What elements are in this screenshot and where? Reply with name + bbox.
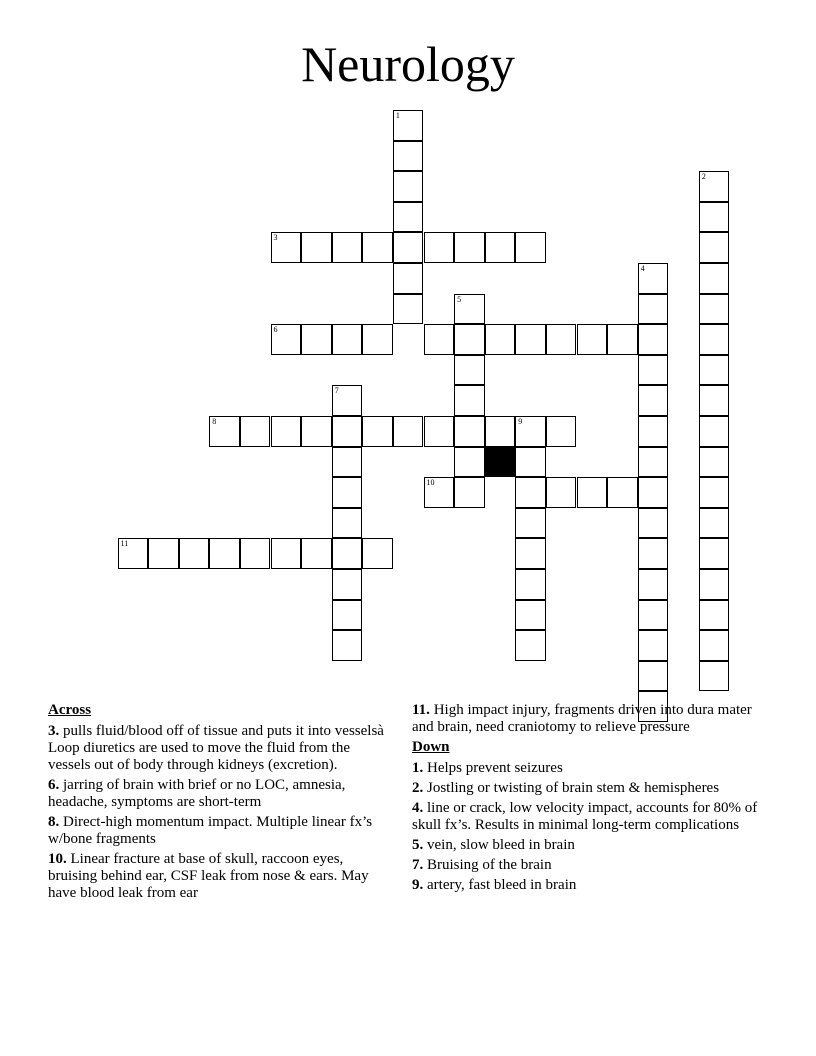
grid-cell[interactable] <box>332 600 363 631</box>
grid-cell[interactable] <box>577 477 608 508</box>
grid-cell[interactable] <box>362 416 393 447</box>
clue-down-5 <box>412 837 777 854</box>
clues-right-column <box>412 702 777 897</box>
grid-cell[interactable] <box>699 600 730 631</box>
grid-cell[interactable] <box>699 661 730 692</box>
grid-cell[interactable] <box>485 232 516 263</box>
grid-cell[interactable] <box>209 538 240 569</box>
grid-cell[interactable] <box>209 416 240 447</box>
grid-cell[interactable] <box>515 324 546 355</box>
grid-cell[interactable] <box>271 416 302 447</box>
clue-number-label: 1 <box>395 111 400 120</box>
clue-text: pulls fluid/blood off of tissue and puts it into vesselsà Loop diuretics are used to move the fluid from the vessels out of body through kidneys (excretion). <box>48 723 384 773</box>
grid-cell[interactable] <box>424 477 455 508</box>
clue-number-label: 3 <box>273 233 278 243</box>
clues-left-column <box>48 702 393 905</box>
grid-cell[interactable] <box>546 324 577 355</box>
grid-cell[interactable] <box>332 232 363 263</box>
grid-cell[interactable] <box>638 569 669 600</box>
grid-cell[interactable] <box>699 171 730 202</box>
clue-number: 8. <box>48 814 60 830</box>
clue-number-label: 10 <box>426 478 435 488</box>
down-heading: Down <box>412 739 450 755</box>
clue-across-11 <box>412 702 777 736</box>
grid-cell[interactable] <box>607 324 638 355</box>
grid-cell[interactable] <box>515 538 546 569</box>
clue-text: Jostling or twisting of brain stem & hemispheres <box>427 780 720 796</box>
grid-cell[interactable] <box>332 630 363 661</box>
grid-cell[interactable] <box>332 324 363 355</box>
grid-cell[interactable] <box>332 508 363 539</box>
clue-number-label: 11 <box>120 539 129 549</box>
grid-cell[interactable] <box>393 294 424 325</box>
grid-cell[interactable] <box>638 538 669 569</box>
grid-cell[interactable] <box>179 538 210 569</box>
grid-cell[interactable] <box>393 141 424 172</box>
grid-cell[interactable] <box>454 232 485 263</box>
grid-cell[interactable] <box>699 569 730 600</box>
grid-cell[interactable] <box>362 324 393 355</box>
grid-cell[interactable] <box>393 110 424 141</box>
clue-number-label: 5 <box>457 294 462 304</box>
grid-cell[interactable] <box>148 538 179 569</box>
grid-cell[interactable] <box>699 202 730 233</box>
grid-cell[interactable] <box>332 416 363 447</box>
grid-cell[interactable] <box>362 232 393 263</box>
clue-number: 9. <box>412 877 424 893</box>
clue-number: 2. <box>412 780 424 796</box>
grid-cell[interactable] <box>301 232 332 263</box>
grid-cell[interactable] <box>393 232 424 263</box>
grid-cell[interactable] <box>118 538 149 569</box>
grid-cell[interactable] <box>424 416 455 447</box>
clue-down-7 <box>412 857 777 874</box>
clue-across-10 <box>48 851 393 902</box>
grid-cell[interactable] <box>240 416 271 447</box>
grid-cell[interactable] <box>271 538 302 569</box>
clue-number: 1. <box>412 760 424 776</box>
grid-cell[interactable] <box>301 538 332 569</box>
clue-down-9 <box>412 877 777 894</box>
grid-cell[interactable] <box>393 171 424 202</box>
grid-cell[interactable] <box>332 477 363 508</box>
clue-number-label: 9 <box>518 417 523 426</box>
grid-cell[interactable] <box>699 477 730 508</box>
grid-cell[interactable] <box>638 661 669 692</box>
grid-cell[interactable] <box>393 416 424 447</box>
grid-cell[interactable] <box>546 477 577 508</box>
clue-down-1 <box>412 760 777 777</box>
grid-cell[interactable] <box>515 600 546 631</box>
grid-cell[interactable] <box>515 508 546 539</box>
clue-text: Helps prevent seizures <box>427 760 563 776</box>
clue-text: High impact injury, fragments driven into dura mater and brain, need craniotomy to relieve pressure <box>412 702 752 735</box>
clue-text: Linear fracture at base of skull, raccoon eyes, bruising behind ear, CSF leak from nose & ears. May have blood leak from ear <box>48 851 369 901</box>
grid-cell[interactable] <box>454 447 485 478</box>
grid-cell[interactable] <box>699 263 730 294</box>
grid-cell[interactable] <box>515 630 546 661</box>
grid-cell[interactable] <box>332 385 363 416</box>
grid-cell[interactable] <box>301 324 332 355</box>
grid-cell[interactable] <box>638 263 669 294</box>
clue-text: jarring of brain with brief or no LOC, amnesia, headache, symptoms are short-term <box>48 777 346 810</box>
grid-cell[interactable] <box>699 294 730 325</box>
grid-cell[interactable] <box>515 232 546 263</box>
clue-number: 10. <box>48 851 67 867</box>
clue-number-label: 6 <box>273 325 278 335</box>
clue-number: 5. <box>412 837 424 853</box>
grid-cell[interactable] <box>454 385 485 416</box>
grid-cell[interactable] <box>638 508 669 539</box>
grid-cell[interactable] <box>515 477 546 508</box>
grid-cell[interactable] <box>638 600 669 631</box>
clue-across-3 <box>48 723 393 774</box>
grid-cell[interactable] <box>240 538 271 569</box>
grid-cell[interactable] <box>577 324 608 355</box>
grid-cell[interactable] <box>485 324 516 355</box>
grid-cell[interactable] <box>454 294 485 325</box>
grid-cell[interactable] <box>454 416 485 447</box>
grid-cell[interactable] <box>638 324 669 355</box>
clue-number: 7. <box>412 857 424 873</box>
grid-cell[interactable] <box>332 569 363 600</box>
grid-cell[interactable] <box>638 477 669 508</box>
clue-number: 3. <box>48 723 60 739</box>
grid-cell[interactable] <box>424 324 455 355</box>
grid-cell[interactable] <box>699 232 730 263</box>
grid-cell[interactable] <box>638 294 669 325</box>
clue-number: 11. <box>412 702 430 718</box>
grid-cell[interactable] <box>607 477 638 508</box>
grid-cell[interactable] <box>699 416 730 447</box>
clue-number: 4. <box>412 800 424 816</box>
grid-cell[interactable] <box>454 355 485 386</box>
grid-cell[interactable] <box>699 630 730 661</box>
grid-cell[interactable] <box>271 324 302 355</box>
clue-text: line or crack, low velocity impact, accounts for 80% of skull fx’s. Results in minimal long-term complications <box>412 800 758 833</box>
grid-cell[interactable] <box>699 447 730 478</box>
clue-across-6 <box>48 777 393 811</box>
grid-cell[interactable] <box>362 538 393 569</box>
grid-cell[interactable] <box>485 416 516 447</box>
grid-cell[interactable] <box>638 355 669 386</box>
grid-cell[interactable] <box>638 416 669 447</box>
grid-cell[interactable] <box>699 324 730 355</box>
clue-number: 6. <box>48 777 60 793</box>
page-title: Neurology <box>301 36 515 92</box>
clue-number-label: 2 <box>701 172 706 182</box>
grid-cell[interactable] <box>515 447 546 478</box>
across-heading: Across <box>48 702 92 718</box>
grid-cell[interactable] <box>271 232 302 263</box>
grid-cell[interactable] <box>638 447 669 478</box>
grid-cell[interactable] <box>638 385 669 416</box>
grid-cell[interactable] <box>424 232 455 263</box>
grid-cell[interactable] <box>332 447 363 478</box>
grid-cell[interactable] <box>699 385 730 416</box>
clue-across-8 <box>48 814 393 848</box>
blocked-cell <box>485 447 516 478</box>
grid-cell[interactable] <box>546 416 577 447</box>
grid-cell[interactable] <box>454 477 485 508</box>
clue-down-4 <box>412 800 777 834</box>
grid-cell[interactable] <box>393 202 424 233</box>
grid-cell[interactable] <box>332 538 363 569</box>
grid-cell[interactable] <box>699 355 730 386</box>
clue-text: Bruising of the brain <box>427 857 552 873</box>
clue-text: vein, slow bleed in brain <box>427 837 575 853</box>
grid-cell[interactable] <box>515 416 546 447</box>
grid-cell[interactable] <box>515 569 546 600</box>
grid-cell[interactable] <box>454 324 485 355</box>
grid-cell[interactable] <box>699 538 730 569</box>
clue-number-label: 7 <box>334 386 339 396</box>
clue-text: Direct-high momentum impact. Multiple linear fx’s w/bone fragments <box>48 814 373 847</box>
clue-down-2 <box>412 780 777 797</box>
clue-text: artery, fast bleed in brain <box>427 877 577 893</box>
clue-number-label: 8 <box>212 417 217 426</box>
grid-cell[interactable] <box>699 508 730 539</box>
clue-number-label: 4 <box>640 264 645 273</box>
grid-cell[interactable] <box>393 263 424 294</box>
grid-cell[interactable] <box>638 630 669 661</box>
grid-cell[interactable] <box>301 416 332 447</box>
